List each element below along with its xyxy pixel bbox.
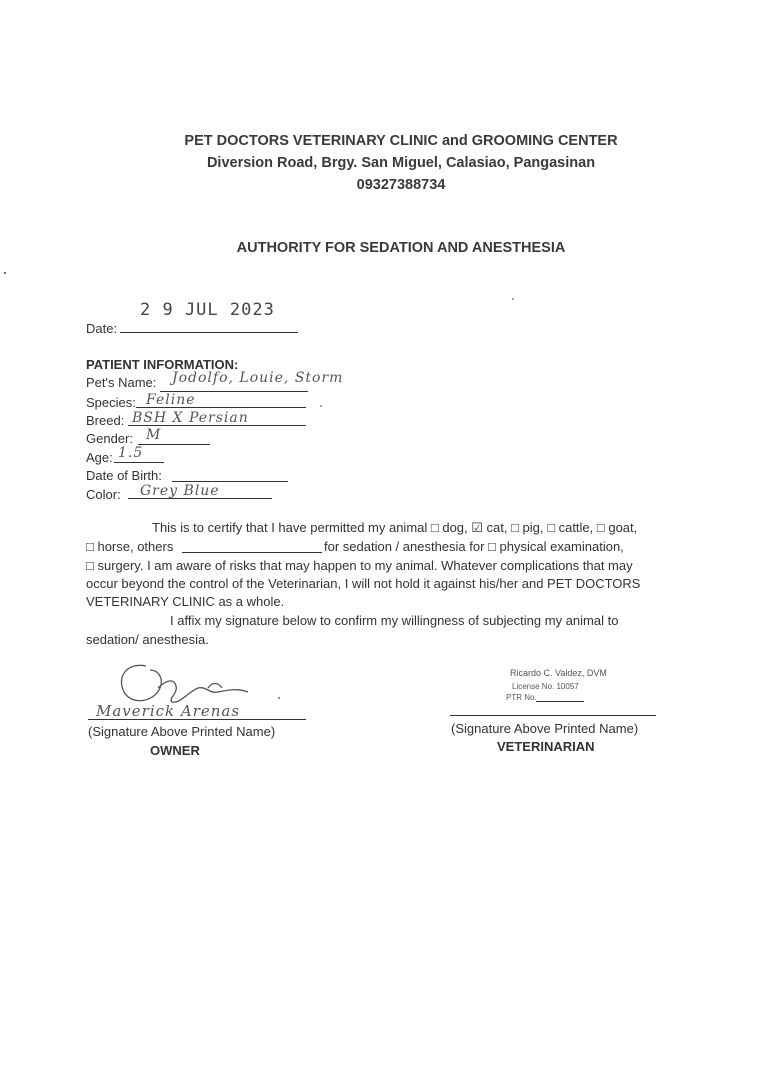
cert-line-4: occur beyond the control of the Veterinarian, I will not hold it against his/her and PET DOCTORS xyxy=(86,576,641,591)
cert-line-7: sedation/ anesthesia. xyxy=(86,632,209,647)
vet-license: License No. 10057 xyxy=(512,682,579,691)
clinic-name: PET DOCTORS VETERINARY CLINIC and GROOMING CENTER xyxy=(184,133,618,149)
others-line xyxy=(182,552,322,553)
gender-value: M xyxy=(146,427,162,443)
date-stamp: 2 9 JUL 2023 xyxy=(140,300,275,320)
dob-label: Date of Birth: xyxy=(86,468,162,483)
species-label: Species: xyxy=(86,395,136,410)
document-title: AUTHORITY FOR SEDATION AND ANESTHESIA xyxy=(236,240,566,256)
pet-name-label: Pet's Name: xyxy=(86,375,157,390)
age-label: Age: xyxy=(86,450,113,465)
clinic-address: Diversion Road, Brgy. San Miguel, Calasiao, Pangasinan xyxy=(206,155,596,171)
cert-line-3: □ surgery. I am aware of risks that may happen to my animal. Whatever complications that may xyxy=(86,558,633,573)
dob-line xyxy=(172,481,288,482)
vet-signature-line xyxy=(450,715,656,716)
date-line xyxy=(120,332,298,333)
species-line xyxy=(136,407,306,408)
scan-speck xyxy=(512,298,514,300)
color-line xyxy=(128,498,272,499)
breed-label: Breed: xyxy=(86,413,125,428)
vet-ptr-line xyxy=(536,701,584,702)
clinic-phone: 09327388734 xyxy=(356,177,446,193)
color-value: Grey Blue xyxy=(140,483,220,499)
gender-line xyxy=(138,444,210,445)
pet-name-value: Jodolfo, Louie, Storm xyxy=(172,370,344,386)
owner-role: OWNER xyxy=(150,743,200,758)
age-value: 1.5 xyxy=(118,445,144,461)
cert-line-2b: for sedation / anesthesia for □ physical examination, xyxy=(324,539,624,554)
owner-signature-line xyxy=(88,719,306,720)
scan-speck xyxy=(320,405,322,407)
date-label: Date: xyxy=(86,321,118,336)
species-value: Feline xyxy=(146,392,196,408)
gender-label: Gender: xyxy=(86,431,133,446)
color-label: Color: xyxy=(86,487,121,502)
vet-role: VETERINARIAN xyxy=(497,739,595,754)
age-line xyxy=(114,462,164,463)
vet-caption: (Signature Above Printed Name) xyxy=(451,721,639,736)
cert-line-6: I affix my signature below to confirm my willingness of subjecting my animal to xyxy=(170,613,619,628)
breed-value: BSH X Persian xyxy=(132,410,249,426)
cert-line-5: VETERINARY CLINIC as a whole. xyxy=(86,594,285,609)
cert-line-2a: □ horse, others xyxy=(86,539,174,554)
breed-line xyxy=(128,425,306,426)
vet-ptr-label: PTR No. xyxy=(506,693,537,702)
owner-caption: (Signature Above Printed Name) xyxy=(88,724,276,739)
patient-info-heading: PATIENT INFORMATION: xyxy=(86,357,239,372)
scan-speck xyxy=(4,272,6,274)
vet-stamp-name: Ricardo C. Valdez, DVM xyxy=(510,668,607,678)
owner-printed-name: Maverick Arenas xyxy=(96,702,241,720)
cert-line-1: This is to certify that I have permitted my animal □ dog, ☑ cat, □ pig, □ cattle, □ goat, xyxy=(152,520,638,535)
